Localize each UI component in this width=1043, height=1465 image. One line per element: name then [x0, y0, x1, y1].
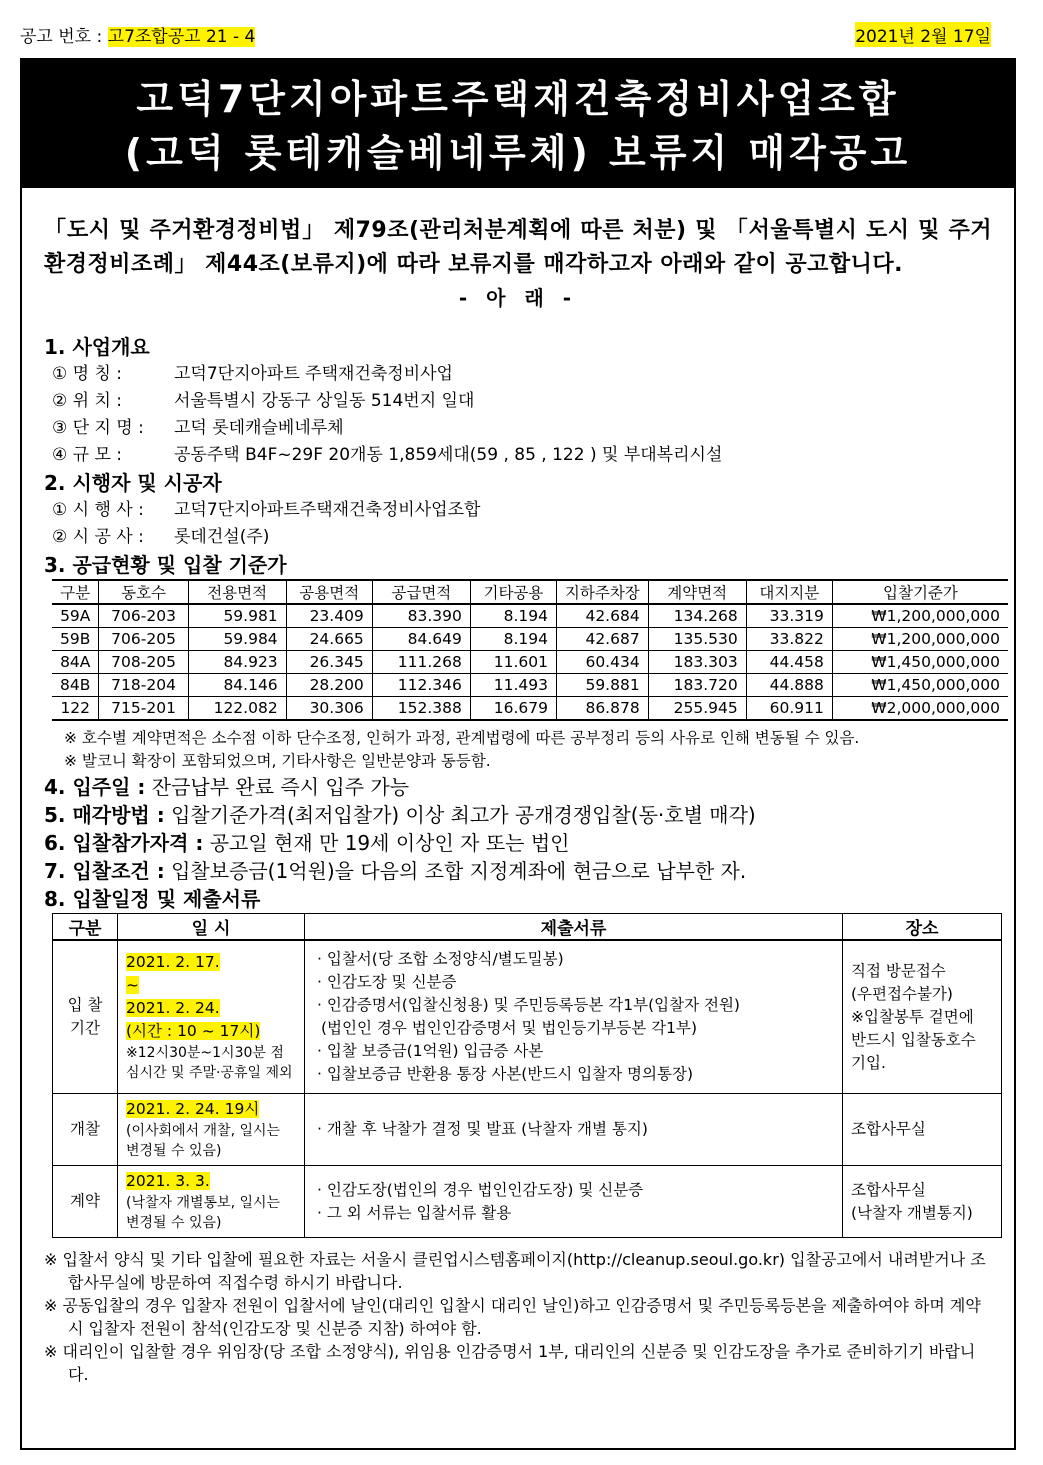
- s1-item: ② 위 치 : 서울특별시 강동구 상일동 514번지 일대: [52, 391, 475, 411]
- supply-cell: 23.409: [286, 604, 372, 628]
- doc-item: · 개찰 후 낙찰가 결정 및 발표 (낙찰자 개별 통지): [317, 1120, 648, 1138]
- doc-item: · 입찰서(당 조합 소정양식/별도밀봉): [317, 950, 564, 968]
- supply-cell: 28.200: [286, 674, 372, 697]
- sched-col-header: 제출서류: [305, 914, 843, 941]
- supply-cell: ₩2,000,000,000: [832, 697, 1008, 721]
- sched-label: 입 찰 기간: [53, 940, 118, 1094]
- supply-cell: 84.649: [372, 628, 470, 651]
- contract-date: 2021. 3. 3.: [126, 1172, 210, 1190]
- footer-note: ※ 대리인이 입찰할 경우 위임장(당 조합 소정양식), 위임용 인감증명서 1부, 대리인의 신분증 및 인감도장을 추가로 준비하기기 바랍니다.: [44, 1342, 976, 1384]
- sched-col-header: 일 시: [118, 914, 305, 941]
- sched-row-contract: [53, 1166, 1002, 1238]
- supply-cell: 84A: [52, 651, 99, 674]
- supply-cell: 59A: [52, 604, 99, 628]
- notice-number-line: [20, 22, 255, 47]
- supply-cell: 111.268: [372, 651, 470, 674]
- supply-cell: 44.458: [746, 651, 832, 674]
- supply-cell: 59.981: [188, 604, 286, 628]
- supply-cell: 86.878: [556, 697, 648, 721]
- supply-cell: 183.303: [648, 651, 746, 674]
- s1-item: ④ 규 모 : 공동주택 B4F~29F 20개동 1,859세대(59 , 85 , 122 ) 및 부대복리시설: [52, 445, 723, 465]
- doc-item: · 인감도장(법인의 경우 법인인감도장) 및 신분증: [317, 1180, 644, 1199]
- section-8-heading: 8. 입찰일정 및 제출서류: [44, 887, 261, 911]
- supply-cell: 122: [52, 697, 99, 721]
- supply-row: [52, 604, 1008, 628]
- supply-cell: 83.390: [372, 604, 470, 628]
- supply-row: [52, 628, 1008, 651]
- supply-col-header: 공급면적: [372, 580, 470, 604]
- supply-note-2: ※ 발코니 확장이 포함되었으며, 기타사항은 일반분양과 동등함.: [64, 752, 491, 770]
- supply-col-header: 기타공용: [470, 580, 556, 604]
- open-place: 조합사무실: [843, 1094, 1002, 1166]
- footer-notes: [22, 1248, 1014, 1386]
- intro-paragraph: 「도시 및 주거환경정비법」 제79조(관리처분계획에 따른 처분) 및 「서울특별시 도시 및 주거환경정비조례」 제44조(보류지)에 따라 보류지를 매각하고자 아래와 같이 공고합니다.: [44, 218, 992, 277]
- s2-item: ② 시 공 사 : 롯데건설(주): [52, 527, 270, 547]
- notice-frame: [20, 58, 1016, 1450]
- supply-cell: 24.665: [286, 628, 372, 651]
- supply-cell: 44.888: [746, 674, 832, 697]
- supply-cell: 11.493: [470, 674, 556, 697]
- supply-cell: 59.881: [556, 674, 648, 697]
- supply-table: [52, 579, 1008, 721]
- section-5: 5. 매각방법 : 입찰기준가격(최저입찰가) 이상 최고가 공개경쟁입찰(동·호별 매각): [44, 803, 756, 827]
- sched-col-header: 장소: [843, 914, 1002, 941]
- supply-cell: 8.194: [470, 628, 556, 651]
- footer-note: ※ 공동입찰의 경우 입찰자 전원이 입찰서에 날인(대리인 입찰시 대리인 날인)하고 인감증명서 및 주민등록등본을 제출하여야 하며 계약시 입찰자 전원이 참석(인감도장 및 신분증 지참) 하여야 함.: [44, 1296, 981, 1338]
- supply-col-header: 동호수: [99, 580, 188, 604]
- below-marker: - 아 래 -: [458, 286, 578, 310]
- section-6: 6. 입찰참가자격 : 공고일 현재 만 19세 이상인 자 또는 법인: [44, 831, 570, 855]
- notice-header: [20, 22, 991, 48]
- supply-col-header: 공용면적: [286, 580, 372, 604]
- doc-item: · 그 외 서류는 입찰서류 활용: [317, 1203, 512, 1222]
- title-line-2: (고덕 롯테캐슬베네루체) 보류지 매각공고: [124, 131, 912, 175]
- section-1-items: [22, 361, 1014, 469]
- supply-col-header: 대지지분: [746, 580, 832, 604]
- doc-item: · 인감증명서(입찰신청용) 및 주민등록등본 각1부(입찰자 전원): [317, 996, 740, 1014]
- supply-row: [52, 651, 1008, 674]
- supply-cell: 16.679: [470, 697, 556, 721]
- supply-cell: ₩1,450,000,000: [832, 651, 1008, 674]
- supply-cell: 11.601: [470, 651, 556, 674]
- bid-tilde: ~: [126, 976, 139, 994]
- sched-row-open: [53, 1094, 1002, 1166]
- supply-cell: 708-205: [99, 651, 188, 674]
- doc-item: · 입찰보증금 반환용 통장 사본(반드시 입찰자 명의통장): [317, 1065, 693, 1083]
- bid-time: (시간 : 10 ~ 17시): [126, 1022, 261, 1040]
- supply-cell: 84.923: [188, 651, 286, 674]
- contract-place: 조합사무실 (낙찰자 개별통지): [843, 1166, 1002, 1238]
- supply-note-1: ※ 호수별 계약면적은 소수점 이하 단수조정, 인허가 과정, 관계법령에 따른 공부정리 등의 사유로 인해 변동될 수 있음.: [64, 729, 860, 747]
- supply-cell: 255.945: [648, 697, 746, 721]
- supply-cell: 59.984: [188, 628, 286, 651]
- supply-cell: 84.146: [188, 674, 286, 697]
- supply-cell: 60.434: [556, 651, 648, 674]
- supply-cell: 42.684: [556, 604, 648, 628]
- supply-col-header: 입찰기준가: [832, 580, 1008, 604]
- supply-cell: 42.687: [556, 628, 648, 651]
- contract-note: (낙찰자 개별통보, 일시는 변경될 수 있음): [126, 1195, 281, 1231]
- supply-col-header: 전용면적: [188, 580, 286, 604]
- notice-number: 고7조합공고 21 - 4: [107, 27, 256, 47]
- schedule-table: [52, 913, 1002, 1238]
- bid-note: ※12시30분~1시30분 점심시간 및 주말·공휴일 제외: [126, 1045, 293, 1081]
- bid-start-date: 2021. 2. 17.: [126, 953, 220, 971]
- supply-row: [52, 697, 1008, 721]
- supply-cell: 135.530: [648, 628, 746, 651]
- title-banner: [22, 60, 1014, 188]
- doc-item: · 입찰 보증금(1억원) 입금증 사본: [317, 1042, 544, 1060]
- supply-col-header: 지하주차장: [556, 580, 648, 604]
- supply-cell: 152.388: [372, 697, 470, 721]
- title-line-1: 고덕7단지아파트주택재건축정비사업조합: [136, 77, 900, 121]
- supply-cell: 134.268: [648, 604, 746, 628]
- s1-item: ① 명 칭 : 고덕7단지아파트 주택재건축정비사업: [52, 364, 453, 384]
- section-4: 4. 입주일 : 잔금납부 완료 즉시 입주 가능: [44, 775, 410, 799]
- supply-cell: 715-201: [99, 697, 188, 721]
- section-3-heading: 3. 공급현황 및 입찰 기준가: [44, 553, 287, 577]
- section-7: 7. 입찰조건 : 입찰보증금(1억원)을 다음의 조합 지정계좌에 현금으로 납부한 자.: [44, 859, 747, 883]
- supply-cell: ₩1,450,000,000: [832, 674, 1008, 697]
- supply-cell: 183.720: [648, 674, 746, 697]
- sched-col-header: 구분: [53, 914, 118, 941]
- supply-row: [52, 674, 1008, 697]
- bid-place: 직접 방문접수 (우편접수불가) ※입찰봉투 겉면에 반드시 입찰동호수 기입.: [843, 940, 1002, 1094]
- open-date: 2021. 2. 24. 19시: [126, 1100, 260, 1118]
- supply-cell: 112.346: [372, 674, 470, 697]
- notice-date: 2021년 2월 17일: [855, 22, 991, 47]
- doc-item: · 인감도장 및 신분증: [317, 973, 457, 991]
- bid-end-date: 2021. 2. 24.: [126, 999, 220, 1017]
- doc-item: (법인인 경우 법인인감증명서 및 법인등기부등본 각1부): [321, 1019, 697, 1037]
- supply-col-header: 구분: [52, 580, 99, 604]
- sched-row-bid: [53, 940, 1002, 1094]
- supply-cell: 33.822: [746, 628, 832, 651]
- supply-cell: ₩1,200,000,000: [832, 604, 1008, 628]
- supply-cell: 122.082: [188, 697, 286, 721]
- s1-item: ③ 단 지 명 : 고덕 롯데캐슬베네루체: [52, 418, 344, 438]
- supply-cell: 718-204: [99, 674, 188, 697]
- footer-note: ※ 입찰서 양식 및 기타 입찰에 필요한 자료는 서울시 클린업시스템홈페이지(http://cleanup.seoul.go.kr) 입찰공고에서 내려받거나 조합사무실에 방문하여 직접수령 하시기 바랍니다.: [44, 1250, 986, 1292]
- sched-label: 계약: [53, 1166, 118, 1238]
- supply-cell: 60.911: [746, 697, 832, 721]
- supply-cell: 30.306: [286, 697, 372, 721]
- sched-label: 개찰: [53, 1094, 118, 1166]
- supply-cell: 8.194: [470, 604, 556, 628]
- supply-cell: 706-203: [99, 604, 188, 628]
- s2-item: ① 시 행 사 : 고덕7단지아파트주택재건축정비사업조합: [52, 500, 481, 520]
- supply-cell: 706-205: [99, 628, 188, 651]
- section-1-heading: 1. 사업개요: [44, 335, 150, 359]
- open-note: (이사회에서 개찰, 일시는 변경될 수 있음): [126, 1123, 281, 1159]
- supply-cell: 59B: [52, 628, 99, 651]
- section-2-heading: 2. 시행자 및 시공자: [44, 471, 222, 495]
- supply-cell: 26.345: [286, 651, 372, 674]
- supply-col-header: 계약면적: [648, 580, 746, 604]
- supply-cell: ₩1,200,000,000: [832, 628, 1008, 651]
- supply-cell: 84B: [52, 674, 99, 697]
- supply-cell: 33.319: [746, 604, 832, 628]
- notice-label: 공고 번호 :: [20, 27, 103, 47]
